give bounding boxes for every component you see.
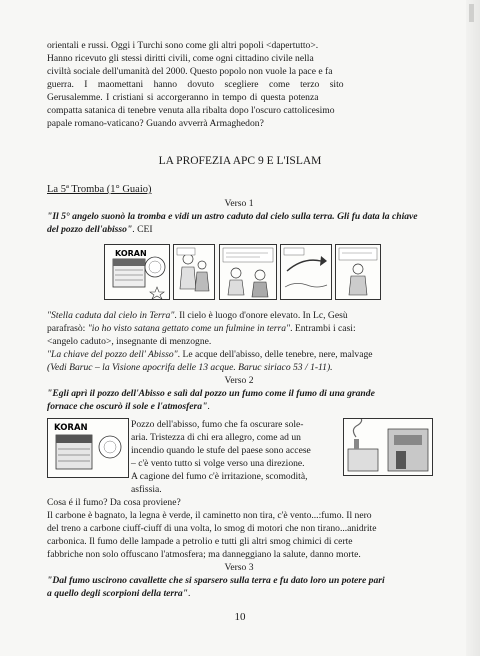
comic-panel-figures [173, 244, 215, 300]
fumo-question: Cosa é il fumo? Da cosa proviene? [47, 497, 181, 508]
carbone-line: del treno a carbone ciuff-ciuff di una volta, lo smog di motori che non tirano...anidrite [47, 523, 377, 534]
wrap-line: asfissia. [131, 484, 162, 495]
stella-line [47, 310, 431, 323]
parafraso-text: . Entrambi i casi: [290, 323, 356, 334]
intro-line: compatta satanica di tenebre venuta alla ribalta dopo l'oscuro cattolicesimo [47, 105, 335, 116]
carbone-line: carbonica. Il fumo delle lampade a petrolio e tutti gli altri smog chimici di certe [47, 536, 353, 547]
verse2-quote-end-text: fornace che oscurò il sole e l'atmosfera" [47, 401, 208, 412]
parafraso-quote: "io ho visto satana gettato come un fulmine in terra" [87, 323, 291, 334]
smoke-scene-illustration [344, 419, 432, 475]
baruc-line: (Vedi Baruc – la Visione apocrifa delle 13 acque. Baruc siriaco 53 / 1-11). [47, 362, 333, 373]
stella-quote: "Stella caduta dal cielo in Terra" [47, 310, 175, 321]
wrap-line: aria. Tristezza di chi era allegro, come ad un [131, 432, 301, 443]
scan-mark [469, 4, 474, 22]
verse2-quote-line [47, 401, 431, 414]
figure-illustration [336, 245, 380, 299]
koran-illustration [105, 245, 169, 299]
verse3-quote-end-text: a quello degli scorpioni della terra" [47, 588, 188, 599]
intro-line: guerra. I maomettani hanno dovuto scegliere come terzo sito [47, 79, 344, 90]
comic-panel-koran [104, 244, 170, 300]
intro-line: papale romano-vaticano? Guando avverrà Armaghedon? [47, 118, 264, 129]
page-number: 10 [234, 611, 246, 623]
koran-box-illustration [48, 419, 128, 477]
intro-line: orientali e russi. Oggi i Turchi sono come gli altri popoli <dapertutto>. [47, 40, 319, 51]
verse1-label: Verso 1 [224, 198, 254, 209]
falling-star-illustration [281, 245, 331, 299]
stella-text: . Il cielo è luogo d'onore elevato. In Lc, Gesù [174, 310, 348, 321]
comic-panel-text [219, 244, 277, 300]
wrap-line: A cagione del fumo c'è irritazione, scomodità, [131, 471, 308, 482]
intro-line: civiltà sociale dell'umanità del 2000. Questo popolo non vuole la pace e fa [47, 66, 333, 77]
angelo-line: <angelo caduto>, insegnante di menzogne. [47, 336, 212, 347]
verse2-label: Verso 2 [224, 375, 254, 386]
parafraso-label: parafrasò: [47, 323, 88, 334]
verse3-period: . [187, 588, 191, 599]
figures-illustration [174, 245, 214, 299]
comic-panel-fall [280, 244, 332, 300]
intro-line: Gerusalemme. I cristiani si accorgeranno in tempo di questa potenza [47, 92, 319, 103]
koran-book-label: KORAN [115, 249, 147, 258]
parafraso-line [47, 323, 431, 336]
carbone-line: Il carbone è bagnato, la legna è verde, il caminetto non tira, c'è vento...:fumo. Il nero [47, 510, 372, 521]
image-smoke-scene [343, 418, 433, 476]
image-koran-box [47, 418, 129, 478]
comic-illustration [220, 245, 276, 299]
koran-box-label: KORAN [54, 423, 88, 433]
carbone-line: fabbriche non solo offuscano l'atmosfera; ma danneggiano la salute, danno morte. [47, 549, 361, 560]
verse2-quote-line: "Egli aprì il pozzo dell'Abisso e salì dal pozzo un fumo come il fumo di una grande [47, 388, 375, 399]
chiave-text: . Le acque dell'abisso, delle tenebre, nere, malvage [177, 349, 373, 360]
verse3-label: Verso 3 [224, 562, 254, 573]
wrap-line: Pozzo dell'abisso, fumo che fa oscurare sole- [131, 419, 304, 430]
wrap-line: – c'è vento tutto si volge verso una direzione. [131, 458, 305, 469]
comic-panel-figure [335, 244, 381, 300]
verse1-quote: "Il 5° angelo suonò la tromba e vidi un astro caduto dal cielo sulla terra. Gli fu data la chiave del pozzo dell'abisso" [47, 211, 418, 235]
chiave-quote: "La chiave del pozzo dell' Abisso" [47, 349, 178, 360]
verse3-quote-line: "Dal fumo uscirono cavallette che si sparsero sulla terra e fu dato loro un potere pari [47, 575, 385, 586]
wrap-line: incendio quando le stufe del paese sono accese [131, 445, 311, 456]
chiave-line [47, 349, 431, 362]
verse2-period: . [207, 401, 210, 412]
intro-line: Hanno ricevuto gli stessi diritti civili, come ogni cittadino civile nella [47, 53, 314, 64]
verse3-quote-line [47, 588, 431, 601]
verse1-source: . CEI [132, 223, 153, 235]
scan-edge [466, 0, 480, 656]
subtitle: La 5ª Tromba (1° Guaio) [47, 184, 152, 195]
section-title: LA PROFEZIA APC 9 E L'ISLAM [158, 155, 322, 167]
verse1-text [47, 211, 431, 236]
